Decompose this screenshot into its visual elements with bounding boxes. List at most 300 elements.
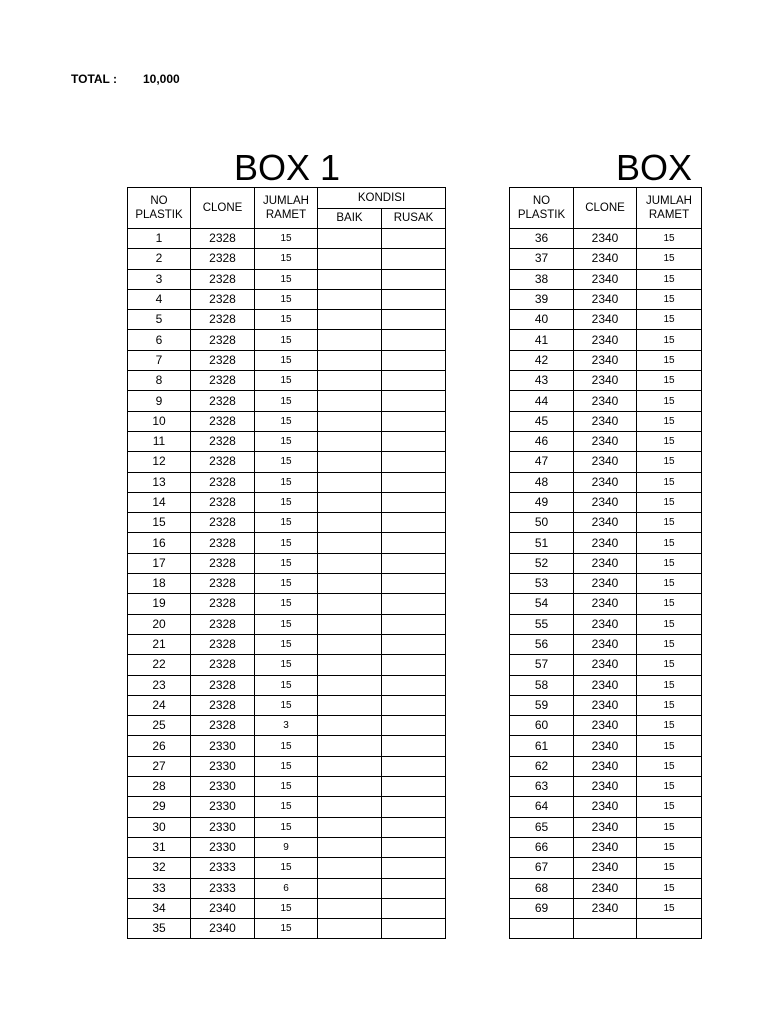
cell-baik: [318, 574, 382, 594]
cell-clone: 2340: [574, 269, 637, 289]
cell-jumlah-ramet: 15: [255, 777, 318, 797]
cell-baik: [318, 289, 382, 309]
cell-jumlah-ramet: 6: [255, 878, 318, 898]
cell-jumlah-ramet: 15: [637, 634, 702, 654]
cell-rusak: [382, 837, 446, 857]
cell-jumlah-ramet: 15: [637, 777, 702, 797]
cell-clone: 2328: [191, 513, 255, 533]
cell-jumlah-ramet: 15: [637, 553, 702, 573]
cell-clone: 2340: [574, 310, 637, 330]
cell-jumlah-ramet: 15: [255, 431, 318, 451]
cell-baik: [318, 898, 382, 918]
table-row: [128, 553, 446, 573]
cell-clone: 2340: [574, 391, 637, 411]
table-row: [128, 858, 446, 878]
table-row: [128, 533, 446, 553]
table-row: [128, 736, 446, 756]
cell-clone: 2328: [191, 533, 255, 553]
cell-jumlah-ramet: 15: [637, 817, 702, 837]
cell-clone: 2333: [191, 878, 255, 898]
cell-clone: 2340: [574, 898, 637, 918]
cell-no-plastik: 37: [510, 249, 574, 269]
table-row: [510, 898, 702, 918]
cell-no-plastik: 49: [510, 492, 574, 512]
cell-no-plastik: 68: [510, 878, 574, 898]
cell-baik: [318, 391, 382, 411]
cell-rusak: [382, 249, 446, 269]
table-row: [510, 513, 702, 533]
cell-jumlah-ramet: 15: [255, 289, 318, 309]
cell-baik: [318, 553, 382, 573]
cell-clone: 2340: [574, 777, 637, 797]
cell-clone: 2328: [191, 310, 255, 330]
cell-clone: 2328: [191, 371, 255, 391]
cell-clone: 2333: [191, 858, 255, 878]
header-jumlah-ramet: JUMLAH RAMET: [637, 188, 702, 229]
cell-clone: 2328: [191, 614, 255, 634]
header-clone: CLONE: [191, 188, 255, 229]
cell-jumlah-ramet: 15: [637, 736, 702, 756]
table-row: [128, 371, 446, 391]
cell-no-plastik: 20: [128, 614, 191, 634]
cell-no-plastik: 55: [510, 614, 574, 634]
table-row: [128, 655, 446, 675]
table-row: [510, 391, 702, 411]
header-kondisi: KONDISI: [318, 188, 446, 209]
cell-baik: [318, 837, 382, 857]
cell-clone: 2340: [574, 716, 637, 736]
cell-jumlah-ramet: 15: [255, 614, 318, 634]
cell-no-plastik: 23: [128, 675, 191, 695]
cell-jumlah-ramet: 15: [255, 249, 318, 269]
cell-clone: 2328: [191, 249, 255, 269]
cell-no-plastik: 11: [128, 431, 191, 451]
cell-clone: 2340: [574, 797, 637, 817]
cell-clone: 2328: [191, 269, 255, 289]
header-clone: CLONE: [574, 188, 637, 229]
box1-title: BOX 1: [234, 147, 341, 188]
cell-rusak: [382, 330, 446, 350]
cell-clone: 2340: [574, 574, 637, 594]
cell-rusak: [382, 371, 446, 391]
total-value: 10,000: [143, 72, 180, 86]
cell-no-plastik: 9: [128, 391, 191, 411]
cell-clone: 2328: [191, 492, 255, 512]
cell-jumlah-ramet: 15: [637, 574, 702, 594]
cell-no-plastik: 5: [128, 310, 191, 330]
cell-clone: 2328: [191, 350, 255, 370]
cell-jumlah-ramet: 15: [637, 858, 702, 878]
table-row: [128, 574, 446, 594]
cell-jumlah-ramet: 15: [637, 452, 702, 472]
cell-no-plastik: 30: [128, 817, 191, 837]
cell-no-plastik: 36: [510, 229, 574, 249]
cell-clone: 2340: [574, 675, 637, 695]
cell-clone: 2340: [574, 736, 637, 756]
cell-jumlah-ramet: 15: [255, 655, 318, 675]
table-row: [128, 269, 446, 289]
table-row: [128, 837, 446, 857]
cell-jumlah-ramet: 15: [637, 533, 702, 553]
cell-no-plastik: 54: [510, 594, 574, 614]
cell-no-plastik: 48: [510, 472, 574, 492]
cell-jumlah-ramet: 15: [637, 249, 702, 269]
cell-clone: 2340: [574, 289, 637, 309]
cell-jumlah-ramet: 15: [255, 594, 318, 614]
cell-jumlah-ramet: 15: [255, 553, 318, 573]
cell-rusak: [382, 513, 446, 533]
cell-clone: 2328: [191, 594, 255, 614]
cell-clone: 2328: [191, 330, 255, 350]
cell-no-plastik: 67: [510, 858, 574, 878]
table-row: [510, 797, 702, 817]
cell-clone: 2340: [574, 695, 637, 715]
cell-baik: [318, 777, 382, 797]
cell-rusak: [382, 553, 446, 573]
cell-baik: [318, 858, 382, 878]
cell-jumlah-ramet: 15: [637, 716, 702, 736]
cell-rusak: [382, 695, 446, 715]
cell-rusak: [382, 452, 446, 472]
cell-rusak: [382, 716, 446, 736]
header-jumlah-ramet: JUMLAH RAMET: [255, 188, 318, 229]
cell-jumlah-ramet: 15: [637, 371, 702, 391]
cell-clone: 2340: [574, 229, 637, 249]
cell-clone: 2328: [191, 574, 255, 594]
cell-clone: 2340: [574, 492, 637, 512]
cell-clone: 2328: [191, 634, 255, 654]
cell-clone: 2340: [574, 817, 637, 837]
cell-clone: 2340: [574, 655, 637, 675]
cell-rusak: [382, 431, 446, 451]
cell-jumlah-ramet: 15: [637, 472, 702, 492]
table-row: [128, 513, 446, 533]
cell-no-plastik: 58: [510, 675, 574, 695]
table-row: [510, 269, 702, 289]
cell-no-plastik: 46: [510, 431, 574, 451]
cell-baik: [318, 695, 382, 715]
cell-jumlah-ramet: 15: [255, 452, 318, 472]
cell-jumlah-ramet: 15: [255, 736, 318, 756]
box2-table-body: [510, 229, 702, 939]
table-row: [510, 736, 702, 756]
cell-clone: 2330: [191, 837, 255, 857]
cell-no-plastik: 18: [128, 574, 191, 594]
table-row: [510, 330, 702, 350]
box2-title: BOX: [616, 147, 693, 188]
table-row: [510, 452, 702, 472]
cell-no-plastik: 4: [128, 289, 191, 309]
table-row: [128, 431, 446, 451]
table-row: [510, 249, 702, 269]
table-row: [128, 350, 446, 370]
cell-no-plastik: 32: [128, 858, 191, 878]
cell-rusak: [382, 736, 446, 756]
cell-clone: 2340: [574, 837, 637, 857]
table-row: [510, 533, 702, 553]
table-row: [128, 695, 446, 715]
cell-jumlah-ramet: 15: [637, 431, 702, 451]
cell-clone: 2340: [574, 371, 637, 391]
cell-no-plastik: 35: [128, 919, 191, 939]
cell-clone: 2330: [191, 736, 255, 756]
cell-baik: [318, 371, 382, 391]
table-row: [128, 472, 446, 492]
cell-jumlah-ramet: 15: [255, 513, 318, 533]
table-row: [128, 777, 446, 797]
table-row: [510, 878, 702, 898]
table-row: [128, 330, 446, 350]
box1-table: [127, 187, 446, 939]
cell-no-plastik: 56: [510, 634, 574, 654]
cell-jumlah-ramet: 15: [637, 898, 702, 918]
cell-jumlah-ramet: 15: [255, 756, 318, 776]
cell-jumlah-ramet: 15: [255, 310, 318, 330]
header-no-plastik: NO PLASTIK: [510, 188, 574, 229]
table-row: [510, 371, 702, 391]
cell-clone: 2340: [574, 249, 637, 269]
header-rusak: RUSAK: [382, 208, 446, 229]
table-row: [510, 594, 702, 614]
cell-no-plastik: 61: [510, 736, 574, 756]
cell-rusak: [382, 634, 446, 654]
cell-jumlah-ramet: 15: [637, 837, 702, 857]
cell-baik: [318, 736, 382, 756]
table-row: [128, 614, 446, 634]
cell-clone: 2328: [191, 695, 255, 715]
cell-no-plastik: 15: [128, 513, 191, 533]
cell-no-plastik: 28: [128, 777, 191, 797]
cell-clone: 2328: [191, 553, 255, 573]
cell-rusak: [382, 594, 446, 614]
cell-clone: 2340: [191, 898, 255, 918]
cell-jumlah-ramet: 15: [637, 594, 702, 614]
cell-clone: 2340: [574, 756, 637, 776]
cell-no-plastik: 17: [128, 553, 191, 573]
cell-clone: 2340: [574, 350, 637, 370]
cell-jumlah-ramet: 15: [637, 229, 702, 249]
cell-jumlah-ramet: 15: [255, 695, 318, 715]
cell-no-plastik: 59: [510, 695, 574, 715]
table-row: [510, 675, 702, 695]
cell-baik: [318, 269, 382, 289]
cell-clone: 2340: [574, 533, 637, 553]
cell-clone: 2340: [191, 919, 255, 939]
cell-jumlah-ramet: 15: [637, 695, 702, 715]
cell-clone: 2330: [191, 756, 255, 776]
cell-no-plastik: 19: [128, 594, 191, 614]
cell-clone: 2328: [191, 675, 255, 695]
cell-baik: [318, 229, 382, 249]
cell-no-plastik: 26: [128, 736, 191, 756]
cell-clone: 2340: [574, 614, 637, 634]
cell-baik: [318, 452, 382, 472]
cell-no-plastik: 60: [510, 716, 574, 736]
table-row: [510, 310, 702, 330]
cell-no-plastik: 1: [128, 229, 191, 249]
cell-rusak: [382, 472, 446, 492]
cell-baik: [318, 310, 382, 330]
cell-jumlah-ramet: 15: [255, 919, 318, 939]
table-row: [128, 716, 446, 736]
cell-baik: [318, 350, 382, 370]
table-row: [510, 289, 702, 309]
cell-no-plastik: 2: [128, 249, 191, 269]
cell-baik: [318, 594, 382, 614]
cell-no-plastik: 21: [128, 634, 191, 654]
cell-baik: [318, 817, 382, 837]
table-row: [128, 229, 446, 249]
cell-baik: [318, 431, 382, 451]
cell-baik: [318, 756, 382, 776]
box1-table-body: [128, 229, 446, 939]
cell-clone: 2340: [574, 472, 637, 492]
cell-clone: 2328: [191, 289, 255, 309]
cell-baik: [318, 513, 382, 533]
cell-rusak: [382, 655, 446, 675]
cell-rusak: [382, 675, 446, 695]
header-no-plastik: NO PLASTIK: [128, 188, 191, 229]
cell-rusak: [382, 797, 446, 817]
total-line: [71, 72, 180, 86]
cell-no-plastik: 42: [510, 350, 574, 370]
table-row: [510, 837, 702, 857]
table-row: [510, 777, 702, 797]
cell-no-plastik: 43: [510, 371, 574, 391]
cell-jumlah-ramet: 15: [255, 371, 318, 391]
cell-jumlah-ramet: 15: [255, 898, 318, 918]
cell-jumlah-ramet: 15: [637, 513, 702, 533]
cell-baik: [318, 533, 382, 553]
cell-no-plastik: 40: [510, 310, 574, 330]
cell-clone: 2340: [574, 878, 637, 898]
table-row: [510, 634, 702, 654]
cell-clone: 2328: [191, 229, 255, 249]
table-row: [510, 655, 702, 675]
cell-jumlah-ramet: 15: [255, 858, 318, 878]
cell-no-plastik: 51: [510, 533, 574, 553]
cell-jumlah-ramet: 3: [255, 716, 318, 736]
cell-clone: 2340: [574, 452, 637, 472]
cell-jumlah-ramet: 15: [637, 797, 702, 817]
cell-clone: 2340: [574, 411, 637, 431]
cell-no-plastik: 52: [510, 553, 574, 573]
table-row: [128, 411, 446, 431]
cell-jumlah-ramet: 15: [637, 756, 702, 776]
cell-clone: 2328: [191, 472, 255, 492]
cell-jumlah-ramet: 15: [255, 574, 318, 594]
cell-rusak: [382, 310, 446, 330]
cell-no-plastik: 39: [510, 289, 574, 309]
table-row: [510, 614, 702, 634]
cell-no-plastik: 7: [128, 350, 191, 370]
cell-rusak: [382, 533, 446, 553]
cell-jumlah-ramet: 15: [637, 269, 702, 289]
cell-no-plastik: 16: [128, 533, 191, 553]
cell-jumlah-ramet: 15: [637, 330, 702, 350]
cell-rusak: [382, 614, 446, 634]
cell-jumlah-ramet: 15: [255, 229, 318, 249]
cell-no-plastik: 12: [128, 452, 191, 472]
cell-no-plastik: 50: [510, 513, 574, 533]
cell-jumlah-ramet: 15: [255, 533, 318, 553]
table-row: [128, 289, 446, 309]
cell-rusak: [382, 858, 446, 878]
table-row: [510, 919, 702, 939]
table-row: [128, 594, 446, 614]
table-row: [128, 878, 446, 898]
cell-rusak: [382, 269, 446, 289]
table-row: [128, 249, 446, 269]
cell-no-plastik: 47: [510, 452, 574, 472]
cell-baik: [318, 716, 382, 736]
table-row: [128, 898, 446, 918]
cell-baik: [318, 330, 382, 350]
table-row: [128, 797, 446, 817]
table-row: [510, 858, 702, 878]
cell-jumlah-ramet: 15: [637, 350, 702, 370]
cell-no-plastik: 10: [128, 411, 191, 431]
cell-no-plastik: 13: [128, 472, 191, 492]
table-row: [128, 634, 446, 654]
cell-rusak: [382, 411, 446, 431]
cell-jumlah-ramet: 9: [255, 837, 318, 857]
cell-clone: 2328: [191, 452, 255, 472]
cell-baik: [318, 249, 382, 269]
cell-no-plastik: 24: [128, 695, 191, 715]
cell-no-plastik: [510, 919, 574, 939]
table-row: [128, 675, 446, 695]
cell-no-plastik: 63: [510, 777, 574, 797]
cell-jumlah-ramet: 15: [255, 330, 318, 350]
cell-jumlah-ramet: 15: [637, 492, 702, 512]
cell-rusak: [382, 229, 446, 249]
table-row: [510, 817, 702, 837]
cell-rusak: [382, 817, 446, 837]
table-row: [510, 411, 702, 431]
box2-table: [509, 187, 702, 939]
cell-no-plastik: 33: [128, 878, 191, 898]
cell-no-plastik: 62: [510, 756, 574, 776]
total-label: TOTAL :: [71, 72, 117, 86]
cell-no-plastik: 25: [128, 716, 191, 736]
table-row: [128, 756, 446, 776]
cell-jumlah-ramet: 15: [255, 492, 318, 512]
cell-no-plastik: 31: [128, 837, 191, 857]
table-row: [510, 695, 702, 715]
cell-jumlah-ramet: 15: [637, 655, 702, 675]
cell-no-plastik: 3: [128, 269, 191, 289]
cell-clone: 2328: [191, 391, 255, 411]
table-row: [510, 553, 702, 573]
cell-no-plastik: 64: [510, 797, 574, 817]
cell-no-plastik: 44: [510, 391, 574, 411]
cell-rusak: [382, 898, 446, 918]
cell-jumlah-ramet: 15: [255, 411, 318, 431]
table-row: [510, 574, 702, 594]
cell-jumlah-ramet: 15: [255, 350, 318, 370]
cell-no-plastik: 29: [128, 797, 191, 817]
cell-clone: 2328: [191, 716, 255, 736]
cell-no-plastik: 27: [128, 756, 191, 776]
cell-jumlah-ramet: 15: [255, 269, 318, 289]
cell-rusak: [382, 492, 446, 512]
cell-baik: [318, 655, 382, 675]
header-baik: BAIK: [318, 208, 382, 229]
cell-clone: 2340: [574, 330, 637, 350]
cell-no-plastik: 45: [510, 411, 574, 431]
cell-jumlah-ramet: 15: [255, 817, 318, 837]
